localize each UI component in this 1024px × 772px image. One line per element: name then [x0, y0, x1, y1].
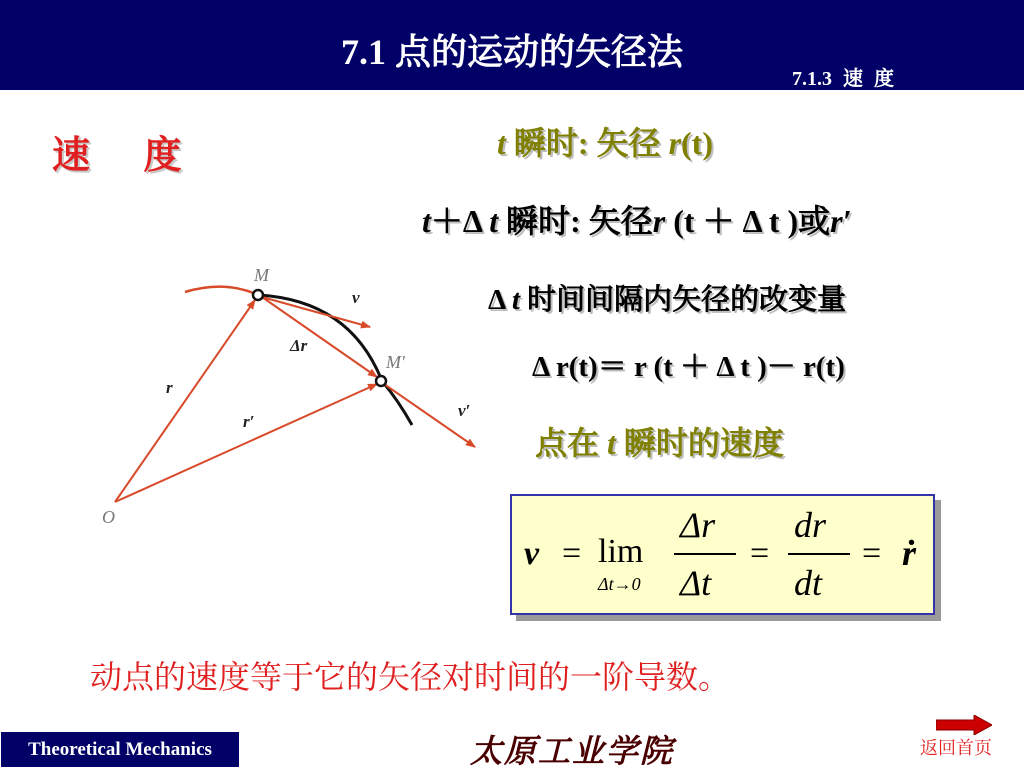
- fraction-bar-1: [674, 553, 736, 555]
- eq-lhs: Δ r(t): [532, 351, 598, 383]
- formula-v: v: [524, 535, 540, 572]
- label-r: r: [166, 378, 173, 397]
- fraction-bar-2: [788, 553, 850, 555]
- var-r: r: [668, 125, 682, 161]
- formula-eq2: =: [750, 535, 770, 572]
- conclusion-text: 动点的速度等于它的矢径对时间的一阶导数。: [90, 658, 731, 696]
- label-M-prime: M′: [386, 352, 405, 372]
- label-v: v: [352, 288, 360, 307]
- label-M: M: [254, 265, 269, 285]
- page-title: 7.1 点的运动的矢径法: [340, 32, 683, 72]
- eq-rhs: r(t): [803, 351, 845, 383]
- var-t: t: [511, 284, 520, 316]
- formula-den1: Δt: [680, 563, 712, 603]
- var-r: r: [652, 203, 666, 239]
- var-r-prime: r′: [830, 203, 852, 239]
- formula-num1: Δr: [680, 505, 716, 545]
- course-label: Theoretical Mechanics: [0, 731, 240, 768]
- formula-eq3: =: [862, 535, 882, 572]
- formula-eq1: =: [562, 535, 582, 572]
- velocity-formula-box: [510, 494, 935, 615]
- formula-den2: dt: [794, 563, 823, 603]
- label-v-prime: v′: [458, 401, 471, 420]
- line-arg: (t ＋ Δ t ): [665, 203, 799, 239]
- label-O: O: [102, 507, 115, 527]
- point-M-prime: [376, 376, 386, 386]
- label-r-prime: r′: [243, 412, 255, 431]
- var-t: t: [422, 203, 431, 239]
- line-text: 时间间隔内矢径的改变量: [519, 284, 847, 316]
- formula-lim: lim: [598, 533, 644, 570]
- formula-num2: dr: [794, 505, 827, 545]
- school-logo: 太原工业学院: [470, 732, 675, 770]
- trajectory-curve: [185, 287, 258, 295]
- label-delta-r: Δr: [290, 336, 308, 355]
- var-t: t: [497, 125, 506, 161]
- arrow-right-icon[interactable]: [936, 715, 992, 735]
- point-M: [253, 290, 263, 300]
- vector-r: [115, 300, 255, 502]
- delta-symbol: Δ: [488, 284, 512, 316]
- line-arg: (t): [681, 125, 713, 161]
- home-link[interactable]: 返回首页: [920, 738, 992, 759]
- line-text: 瞬时的速度: [615, 425, 784, 461]
- subsection-title: 7.1.3 速 度: [792, 68, 894, 90]
- formula-lim-sub: Δt→0: [598, 574, 641, 594]
- eq-sign: ＝: [597, 351, 634, 383]
- plus-delta: ＋Δ: [430, 203, 490, 239]
- formula-rdot: ṙ: [902, 533, 917, 573]
- eq-mid: r (t ＋ Δ t ): [633, 351, 767, 383]
- or-text: 或: [798, 203, 831, 239]
- line-text: 瞬时: 矢径: [505, 125, 669, 161]
- line-text: 点在: [535, 425, 608, 461]
- vector-r-prime: [115, 384, 377, 502]
- var-t: t: [489, 203, 499, 239]
- line-text: 瞬时: 矢径: [498, 203, 653, 239]
- section-title: 速 度: [52, 135, 184, 177]
- eq-minus: －: [766, 351, 804, 383]
- var-t: t: [607, 425, 616, 461]
